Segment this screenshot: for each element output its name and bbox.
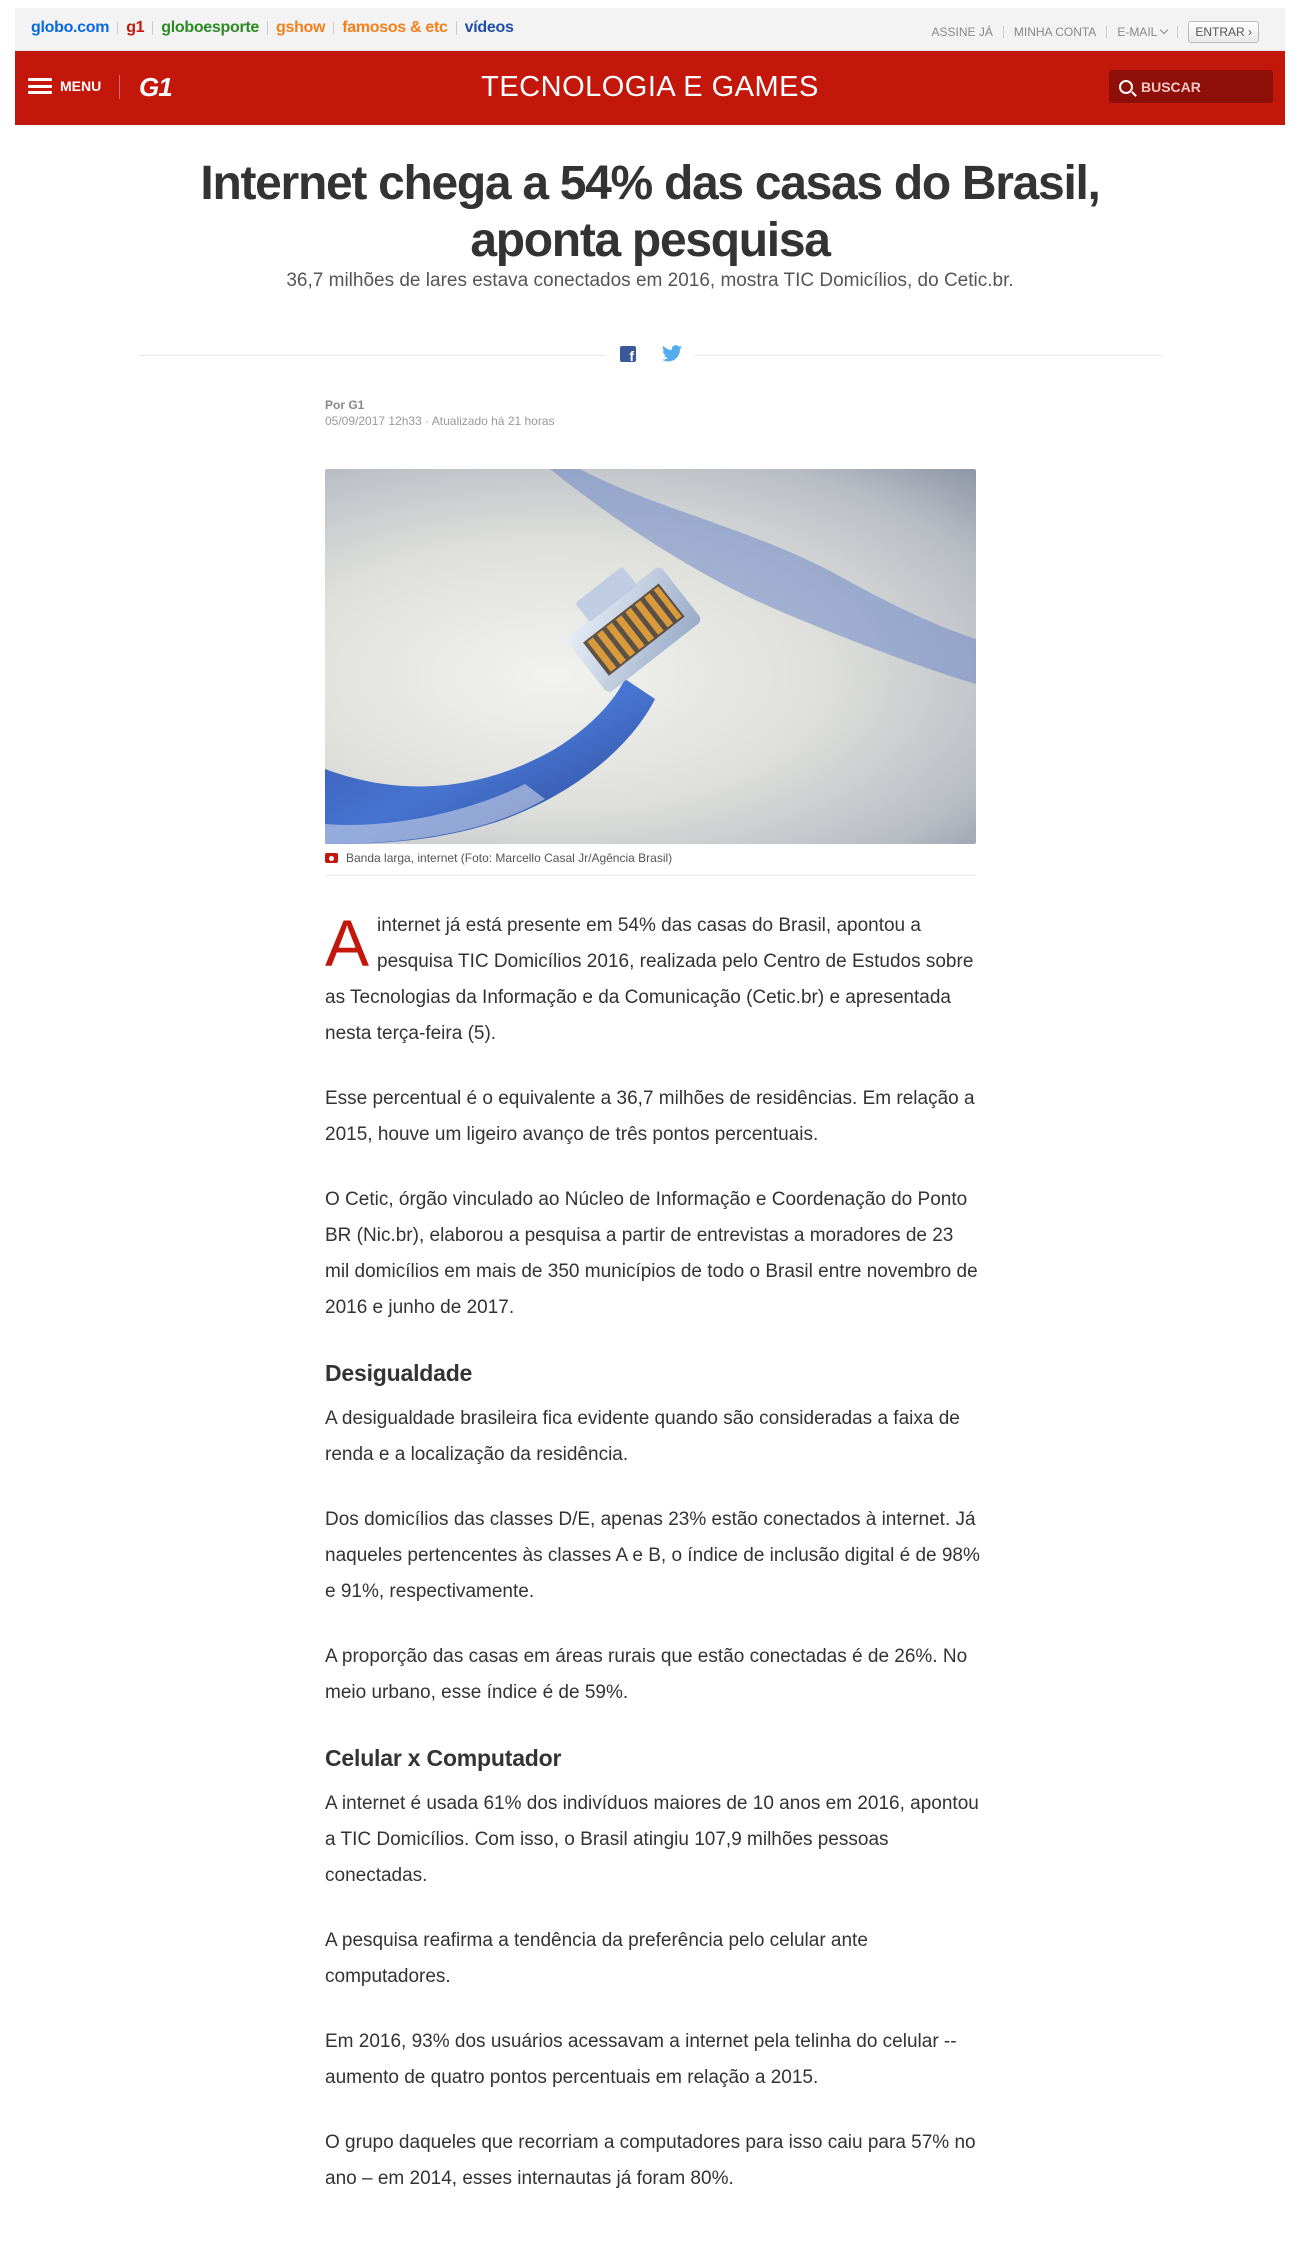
divider	[695, 355, 1162, 356]
brand-link-globoesporte[interactable]: globoesporte	[161, 19, 260, 36]
divider	[1003, 26, 1004, 38]
divider	[325, 875, 976, 876]
divider	[117, 21, 118, 35]
email-dropdown[interactable]	[1117, 25, 1167, 39]
article-subtitle: 36,7 milhões de lares estava conectados em 2016, mostra TIC Domicílios, do Cetic.br.	[286, 270, 1014, 291]
global-bar	[15, 8, 1285, 51]
email-label: E-MAIL	[1117, 25, 1158, 39]
chevron-down-icon	[1160, 26, 1168, 34]
section-header	[15, 51, 1285, 125]
account-links	[932, 21, 1260, 43]
search-input[interactable]	[1141, 79, 1261, 95]
section-title[interactable]: TECNOLOGIA E GAMES	[481, 71, 819, 103]
my-account-link[interactable]: MINHA CONTA	[1013, 25, 1097, 39]
article-photo[interactable]	[325, 469, 976, 844]
brand-link-videos[interactable]: vídeos	[464, 19, 514, 36]
article-body	[325, 908, 980, 2226]
camera-icon	[325, 853, 338, 863]
divider	[1106, 26, 1107, 38]
paragraph: Em 2016, 93% dos usuários acessavam a internet pela telinha do celular -- aumento de quatro pontos percentuais em relação a 2015.	[325, 2031, 957, 2088]
article-title: Internet chega a 54% das casas do Brasil, aponta pesquisa	[200, 157, 1100, 267]
facebook-icon[interactable]	[620, 346, 636, 362]
login-button[interactable]: ENTRAR ›	[1188, 21, 1259, 43]
publish-date: 05/09/2017 12h33 · Atualizado há 21 horas	[325, 414, 555, 428]
divider	[267, 21, 268, 35]
paragraph: A proporção das casas em áreas rurais que estão conectadas é de 26%. No meio urbano, esse índice é de 59%.	[325, 1646, 968, 1703]
photo-caption	[325, 851, 672, 865]
brand-link-famosos[interactable]: famosos & etc	[342, 19, 448, 36]
g1-logo[interactable]: G1	[139, 72, 172, 102]
paragraph: A internet é usada 61% dos indivíduos maiores de 10 anos em 2016, apontou a TIC Domicílios. Com isso, o Brasil atingiu 107,9 milhões pessoas conectadas.	[325, 1793, 979, 1886]
twitter-icon[interactable]	[662, 345, 682, 362]
paragraph: Esse percentual é o equivalente a 36,7 milhões de residências. Em relação a 2015, houve um ligeiro avanço de três pontos percentuais.	[325, 1088, 975, 1145]
section-heading: Desigualdade	[325, 1360, 473, 1386]
menu-label: MENU	[60, 78, 102, 94]
paragraph: O Cetic, órgão vinculado ao Núcleo de Informação e Coordenação do Ponto BR (Nic.br), elaborou a pesquisa a partir de entrevistas a moradores de 23 mil domicílios em mais de 350 municípios de todo o Brasil entre novembro de 2016 e junho de 2017.	[325, 1189, 978, 1318]
section-heading: Celular x Computador	[325, 1745, 562, 1771]
subscribe-link[interactable]: ASSINE JÁ	[931, 25, 993, 39]
divider	[1177, 26, 1178, 38]
brand-link-gshow[interactable]: gshow	[276, 19, 326, 36]
divider	[333, 21, 334, 35]
paragraph	[325, 908, 980, 1052]
search-box[interactable]	[1109, 70, 1273, 103]
paragraph: O grupo daqueles que recorriam a computadores para isso caiu para 57% no ano – em 2014, esses internautas já foram 80%.	[325, 2132, 976, 2189]
brand-link-g1[interactable]: g1	[126, 19, 145, 36]
divider	[152, 21, 153, 35]
ethernet-cable-image	[325, 469, 976, 844]
caption-text: Banda larga, internet (Foto: Marcello Casal Jr/Agência Brasil)	[346, 851, 673, 865]
brand-link-globo[interactable]: globo.com	[31, 19, 110, 36]
paragraph: A desigualdade brasileira fica evidente quando são consideradas a faixa de renda e a localização da residência.	[325, 1408, 960, 1465]
search-icon[interactable]	[1119, 80, 1133, 94]
divider	[456, 21, 457, 35]
byline: Por G1	[325, 398, 365, 412]
portal-links	[31, 19, 514, 37]
paragraph: A pesquisa reafirma a tendência da preferência pelo celular ante computadores.	[325, 1930, 868, 1987]
drop-cap: A	[325, 906, 370, 980]
paragraph-text: internet já está presente em 54% das casas do Brasil, apontou a pesquisa TIC Domicílios 2016, realizada pelo Centro de Estudos sobre as Tecnologias da Informação e da Comunicação (Cetic.br) e apresentada nesta terça-feira (5).	[325, 915, 974, 1044]
divider	[138, 355, 605, 356]
paragraph: Dos domicílios das classes D/E, apenas 23% estão conectados à internet. Já naqueles pertencentes às classes A e B, o índice de inclusão digital é de 98% e 91%, respectivamente.	[325, 1509, 980, 1602]
